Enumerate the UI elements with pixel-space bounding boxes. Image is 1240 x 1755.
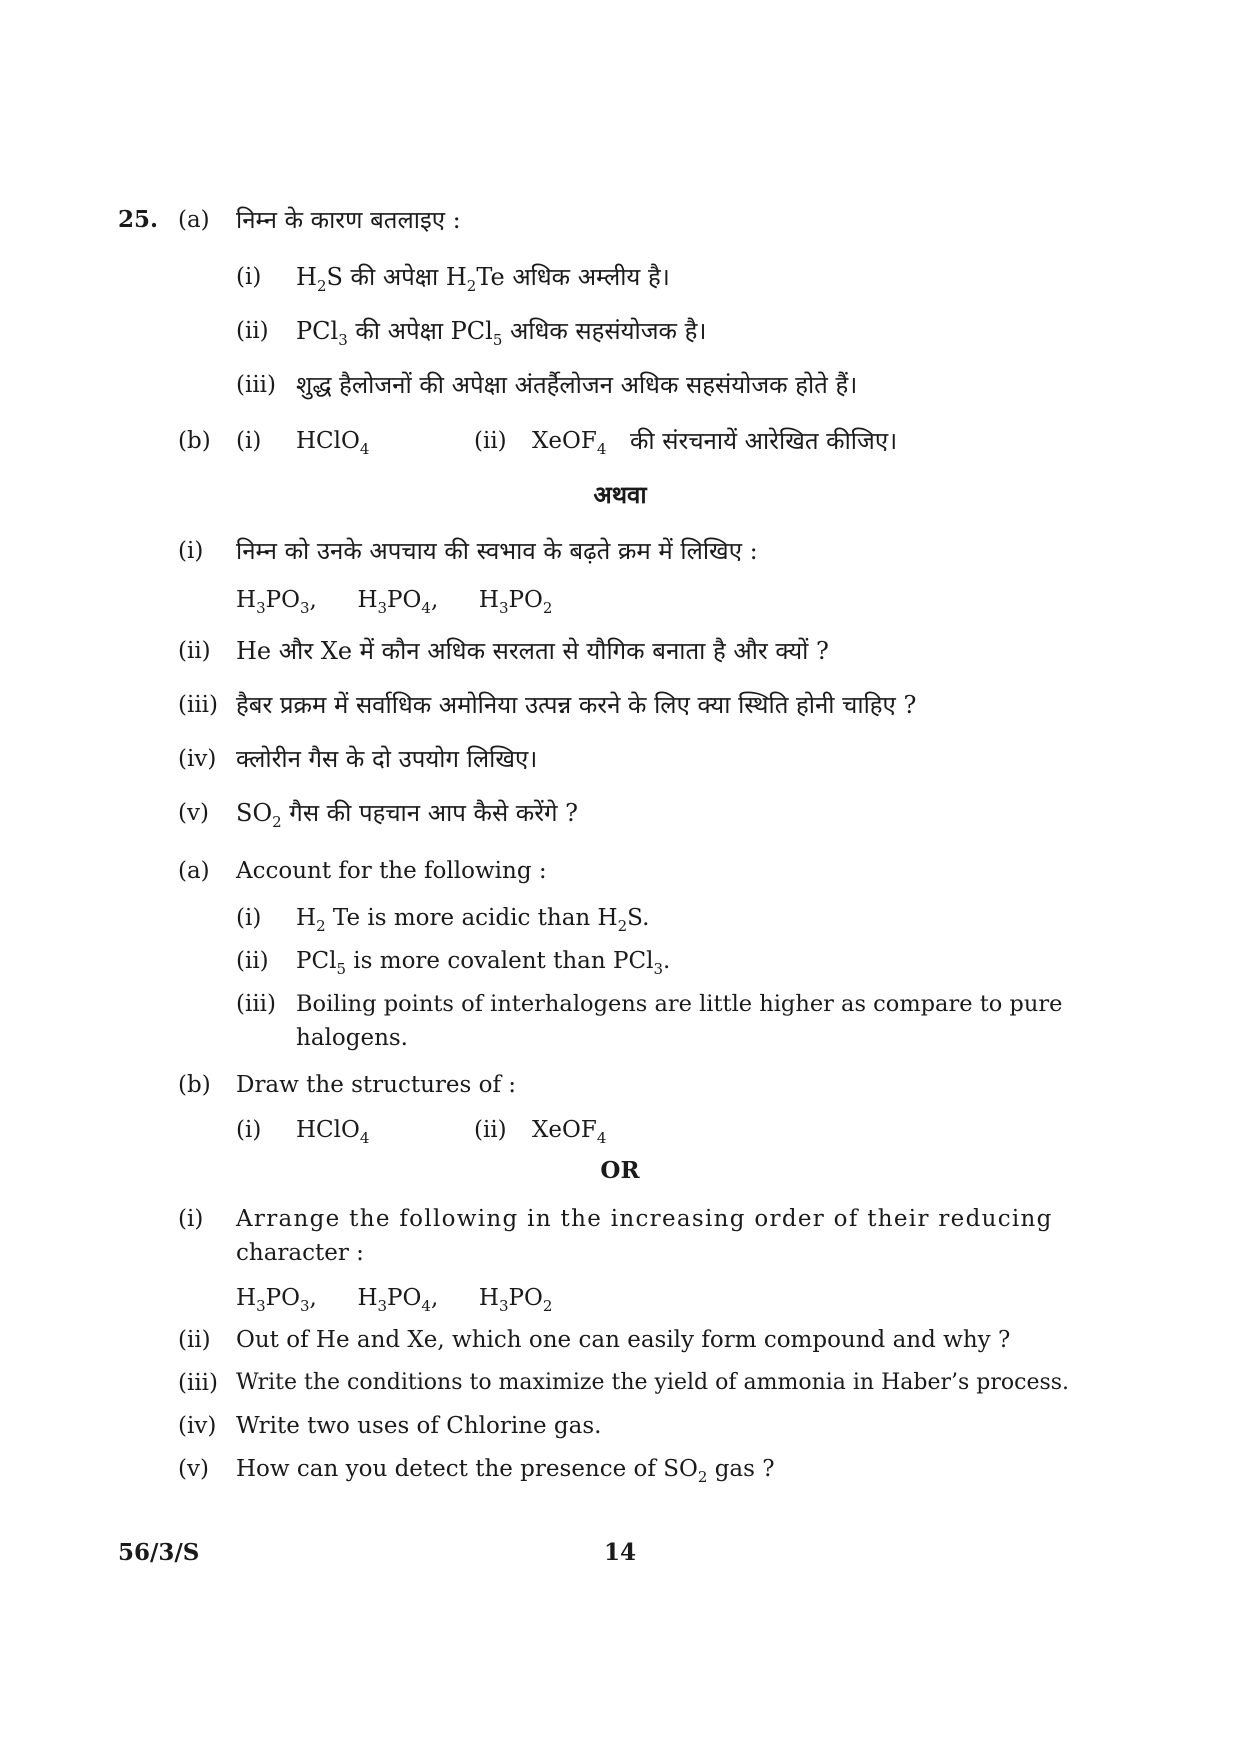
paper-code: 56/3/S — [118, 1539, 200, 1566]
english-b-ii-num: (ii) — [474, 1117, 507, 1143]
english-part-a-label: (a) — [178, 858, 210, 884]
hindi-a-ii-num: (ii) — [236, 318, 269, 344]
hindi-a-i-num: (i) — [236, 264, 262, 290]
hindi-a-iii-num: (iii) — [236, 372, 277, 398]
english-part-b-label: (b) — [178, 1072, 211, 1098]
hindi-b-i-formula: HClO$_4$ — [296, 428, 370, 458]
english-or-i-num: (i) — [178, 1206, 204, 1232]
hindi-b-text: की संरचनायें आरेखित कीजिए। — [630, 427, 898, 455]
hindi-or-heading: अथवा — [593, 480, 647, 509]
english-or-iii-text: Write the conditions to maximize the yield of ammonia in Haber’s process. — [236, 1370, 1070, 1395]
hindi-part-a-text: निम्न के कारण बतलाइए : — [236, 206, 461, 234]
acid-formula: $H_3PO_4$, — [357, 587, 439, 617]
hindi-or-v-text: $SO_2$ गैस की पहचान आप कैसे करेंगे ? — [236, 799, 579, 831]
english-or-heading: OR — [600, 1157, 640, 1184]
question-number: 25. — [118, 206, 159, 233]
english-part-a-text: Account for the following : — [236, 858, 547, 884]
acid-formula: $H_3PO_4$, — [357, 1285, 439, 1315]
hindi-b-ii-formula: XeOF$_4$ — [532, 428, 607, 458]
hindi-a-iii-text: शुद्ध हैलोजनों की अपेक्षा अंतर्हैलोजन अधिक सहसंयोजक होते हैं। — [296, 371, 858, 399]
hindi-or-i-text: निम्न को उनके अपचाय की स्वभाव के बढ़ते क्रम में लिखिए : — [236, 537, 758, 565]
hindi-part-b-label: (b) — [178, 428, 211, 454]
page-number: 14 — [603, 1539, 636, 1566]
acid-formula: $H_3PO_3$, — [236, 1285, 317, 1315]
english-or-ii-num: (ii) — [178, 1327, 211, 1353]
acid-formula: $H_3PO_2$ — [478, 587, 553, 617]
hindi-or-ii-num: (ii) — [178, 638, 211, 664]
hindi-or-ii-text: He और Xe में कौन अधिक सरलता से यौगिक बनाता है और क्यों ? — [236, 637, 829, 665]
hindi-b-i-num: (i) — [236, 428, 262, 454]
english-or-iv-num: (iv) — [178, 1413, 217, 1439]
english-or-i-text-line1: Arrange the following in the increasing order of their reducing — [236, 1206, 1053, 1232]
hindi-or-iv-text: क्लोरीन गैस के दो उपयोग लिखिए। — [236, 745, 538, 773]
english-or-v-num: (v) — [178, 1456, 209, 1482]
english-acids-row — [236, 1283, 552, 1313]
english-a-i-num: (i) — [236, 905, 262, 931]
english-b-i-num: (i) — [236, 1117, 262, 1143]
english-a-ii-text: PCl$_5$ is more covalent than PCl$_3$. — [296, 948, 671, 978]
english-a-iii-text-line2: halogens. — [296, 1025, 408, 1051]
english-a-iii-num: (iii) — [236, 991, 277, 1017]
english-or-ii-text: Out of He and Xe, which one can easily form compound and why ? — [236, 1327, 1011, 1353]
hindi-or-iii-text: हैबर प्रक्रम में सर्वाधिक अमोनिया उत्पन्न करने के लिए क्या स्थिति होनी चाहिए ? — [236, 691, 917, 719]
english-a-i-text: $H_2$ Te is more acidic than $H_2S$. — [296, 905, 650, 935]
hindi-a-i-text: $H_2S$ की अपेक्षा $H_2Te$ अधिक अम्लीय है। — [296, 263, 670, 295]
english-a-ii-num: (ii) — [236, 948, 269, 974]
hindi-or-iii-num: (iii) — [178, 692, 219, 718]
english-b-ii-formula: XeOF$_4$ — [532, 1117, 607, 1147]
english-or-iii-num: (iii) — [178, 1370, 219, 1396]
english-or-iv-text: Write two uses of Chlorine gas. — [236, 1413, 602, 1439]
hindi-or-i-num: (i) — [178, 538, 204, 564]
english-or-v-text: How can you detect the presence of $SO_2$ gas ? — [236, 1456, 775, 1486]
acid-formula: $H_3PO_3$, — [236, 587, 317, 617]
hindi-acids-row — [236, 585, 552, 615]
english-b-i-formula: HClO$_4$ — [296, 1117, 370, 1147]
english-or-i-text-line2: character : — [236, 1240, 364, 1266]
hindi-or-v-num: (v) — [178, 800, 209, 826]
english-a-iii-text-line1: Boiling points of interhalogens are little higher as compare to pure — [296, 991, 1063, 1017]
hindi-a-ii-text: PCl$_3$ की अपेक्षा PCl$_5$ अधिक सहसंयोजक है। — [296, 317, 707, 349]
acid-formula: $H_3PO_2$ — [478, 1285, 553, 1315]
hindi-part-a-label: (a) — [178, 207, 210, 233]
hindi-or-iv-num: (iv) — [178, 746, 217, 772]
hindi-b-ii-num: (ii) — [474, 428, 507, 454]
english-part-b-text: Draw the structures of : — [236, 1072, 517, 1098]
